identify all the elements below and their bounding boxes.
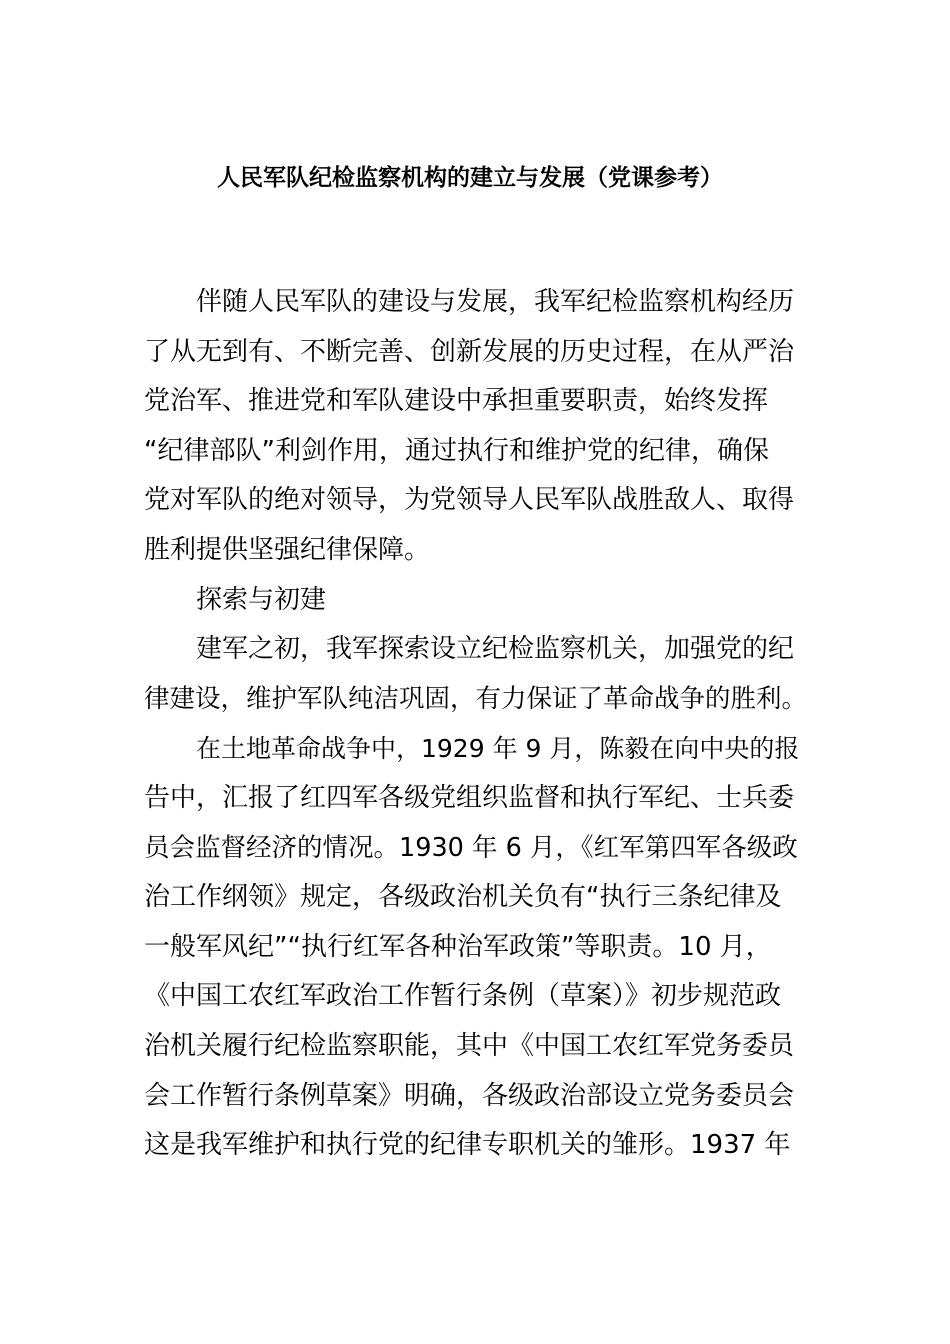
paragraph-line: 在土地革命战争中，1929 年 9 月，陈毅在向中央的报 — [196, 734, 800, 764]
paragraph-line: 会工作暂行条例草案》明确，各级政治部设立党务委员会 — [144, 1080, 795, 1111]
paragraph-line: 告中，汇报了红四军各级党组织监督和执行军纪、士兵委 — [144, 782, 795, 813]
paragraph-line: 党对军队的绝对领导，为党领导人民军队战胜敌人、取得 — [144, 485, 795, 516]
paragraph-line: 这是我军维护和执行党的纪律专职机关的雏形。1937 年 — [144, 1130, 791, 1161]
paragraph-line: 律建设，维护军队纯洁巩固，有力保证了革命战争的胜利。 — [144, 683, 808, 714]
paragraph-line: 党治军、推进党和军队建设中承担重要职责，始终发挥 — [144, 386, 769, 417]
document-title: 人民军队纪检监察机构的建立与发展（党课参考） — [217, 165, 723, 191]
paragraph-line: 伴随人民军队的建设与发展，我军纪检监察机构经历 — [196, 287, 795, 317]
paragraph-line: 治工作纲领》规定，各级政治机关负有“执行三条纪律及 — [144, 882, 782, 913]
paragraph-line: “纪律部队”利剑作用，通过执行和维护党的纪律，确保 — [144, 435, 769, 466]
paragraph-line: 治机关履行纪检监察职能，其中《中国工农红军党务委员 — [144, 1030, 795, 1061]
paragraph-line: 了从无到有、不断完善、创新发展的历史过程，在从严治 — [144, 336, 795, 367]
paragraph-line: 员会监督经济的情况。1930 年 6 月，《红军第四军各级政 — [144, 832, 798, 863]
section-heading: 探索与初建 — [196, 584, 327, 615]
document-body — [144, 278, 809, 1171]
paragraph-line: 《中国工农红军政治工作暂行条例（草案）》初步规范政 — [144, 981, 782, 1012]
paragraph-line: 建军之初，我军探索设立纪检监察机关，加强党的纪 — [196, 634, 795, 665]
paragraph-line: 胜利提供坚强纪律保障。 — [144, 534, 431, 565]
paragraph-line: 一般军风纪”“执行红军各种治军政策”等职责。10 月， — [144, 931, 772, 962]
